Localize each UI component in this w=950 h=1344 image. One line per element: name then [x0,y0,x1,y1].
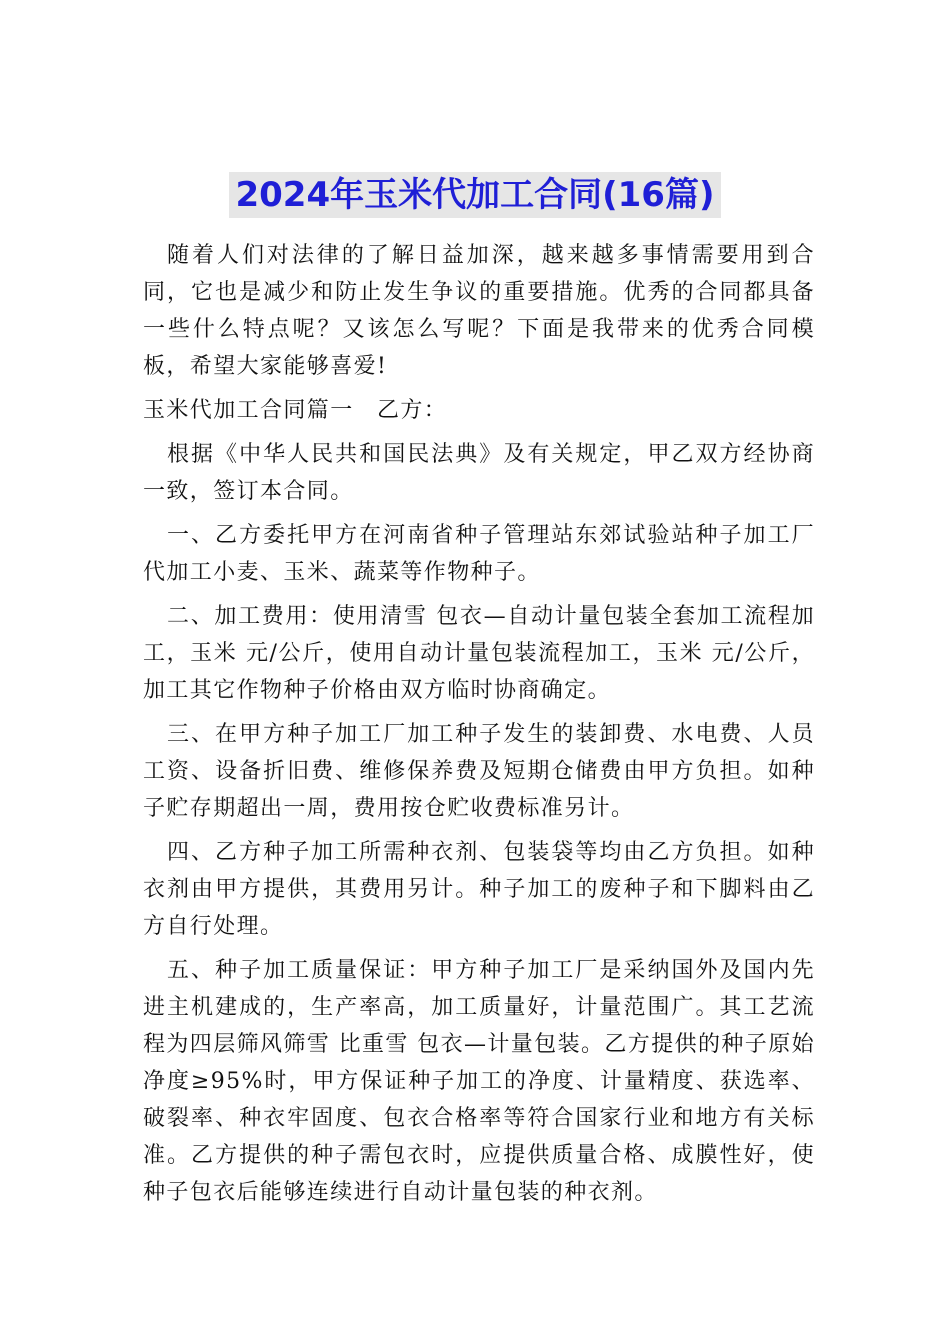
intro-paragraph: 随着人们对法律的了解日益加深，越来越多事情需要用到合同，它也是减少和防止发生争议的重要措施。优秀的合同都具备一些什么特点呢？又该怎么写呢？下面是我带来的优秀合同模板，希望大家能够喜爱! [143,243,815,379]
document-body [143,237,815,1218]
clause-5: 五、种子加工质量保证：甲方种子加工厂是采纳国外及国内先进主机建成的，生产率高，加工质量好，计量范围广。其工艺流程为四层筛风筛雪 比重雪 包衣—计量包装。乙方提供的种子原始净度≥95%时，甲方保证种子加工的净度、计量精度、获选率、破裂率、种衣牢固度、包衣合格率等符合国家行业和地方有关标准。乙方提供的种子需包衣时，应提供质量合格、成膜性好，使种子包衣后能够连续进行自动计量包装的种衣剂。 [143,958,815,1205]
title-container [0,172,950,218]
section-heading: 玉米代加工合同篇一 乙方： [143,398,448,423]
clause-3: 三、在甲方种子加工厂加工种子发生的装卸费、水电费、人员工资、设备折旧费、维修保养费及短期仓储费由甲方负担。如种子贮存期超出一周，费用按仓贮收费标准另计。 [143,722,815,821]
document-title: 2024年玉米代加工合同(16篇) [229,172,720,218]
preamble-paragraph: 根据《中华人民共和国民法典》及有关规定，甲乙双方经协商一致，签订本合同。 [143,442,815,504]
clause-1: 一、乙方委托甲方在河南省种子管理站东郊试验站种子加工厂代加工小麦、玉米、蔬菜等作物种子。 [143,523,815,585]
clause-4: 四、乙方种子加工所需种衣剂、包装袋等均由乙方负担。如种衣剂由甲方提供，其费用另计。种子加工的废种子和下脚料由乙方自行处理。 [143,840,815,939]
clause-2: 二、加工费用：使用清雪 包衣—自动计量包装全套加工流程加工，玉米 元/公斤，使用自动计量包装流程加工，玉米 元/公斤，加工其它作物种子价格由双方临时协商确定。 [143,604,815,703]
